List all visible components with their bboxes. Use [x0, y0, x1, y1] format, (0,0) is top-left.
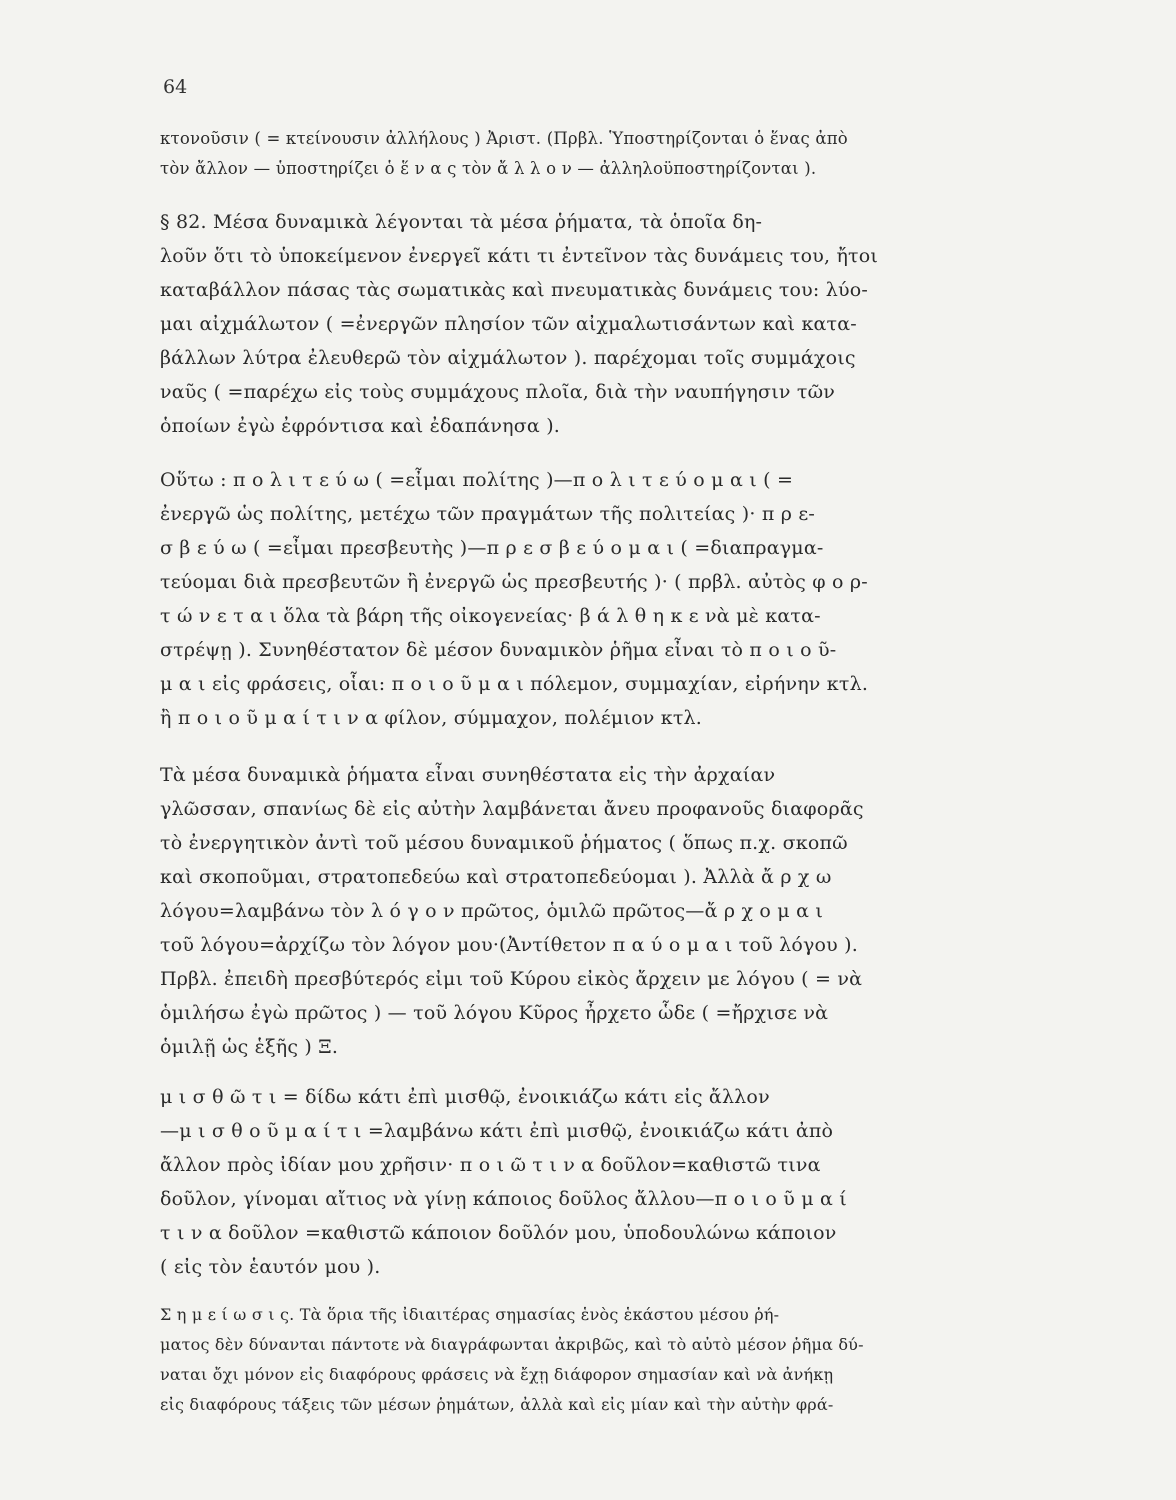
text-line: τ ώ ν ε τ α ι ὅλα τὰ βάρη τῆς οἰκογενείας· β ά λ θ η κ ε νὰ μὲ κατα- — [160, 605, 821, 627]
text-line: τ ι ν α δοῦλον =καθιστῶ κάποιον δοῦλόν μου, ὑποδουλώνω κάποιον — [160, 1222, 837, 1244]
page-number: 64 — [163, 76, 188, 98]
text-line: κτονοῦσιν ( = κτείνουσιν ἀλλήλους ) Ἀριστ. (Πρβλ. Ὑποστηρίζονται ὁ ἕνας ἀπὸ — [160, 129, 848, 148]
paragraph-misthos — [160, 1080, 1020, 1284]
text-line: ματος δὲν δύνανται πάντοτε νὰ διαγράφωνται ἀκριβῶς, καὶ τὸ αὐτὸ μέσον ῥῆμα δύ- — [160, 1335, 864, 1354]
text-line: γλῶσσαν, σπανίως δὲ εἰς αὐτὴν λαμβάνεται ἄνευ προφανοῦς διαφορᾶς — [160, 798, 864, 820]
text-line: εἰς διαφόρους τάξεις τῶν μέσων ῥημάτων, ἀλλὰ καὶ εἰς μίαν καὶ τὴν αὐτὴν φρά- — [160, 1395, 834, 1414]
paragraph-note — [160, 1300, 1020, 1420]
text-line: Πρβλ. ἐπειδὴ πρεσβύτερός εἰμι τοῦ Κύρου εἰκὸς ἄρχειν με λόγου ( = νὰ — [160, 968, 863, 990]
text-line: λόγου=λαμβάνω τὸν λ ό γ ο ν πρῶτος, ὁμιλῶ πρῶτος—ἄ ρ χ ο μ α ι — [160, 900, 824, 922]
text-line: ναῦς ( =παρέχω εἰς τοὺς συμμάχους πλοῖα, διὰ τὴν ναυπήγησιν τῶν — [160, 381, 836, 403]
text-line: ἄλλον πρὸς ἰδίαν μου χρῆσιν· π ο ι ῶ τ ι ν α δοῦλον=καθιστῶ τινα — [160, 1154, 821, 1176]
text-line: Τὰ μέσα δυναμικὰ ῥήματα εἶναι συνηθέστατα εἰς τὴν ἀρχαίαν — [160, 764, 776, 786]
text-line: § 82. Μέσα δυναμικὰ λέγονται τὰ μέσα ῥήματα, τὰ ὁποῖα δη- — [160, 211, 763, 233]
text-line: μαι αἰχμάλωτον ( =ἐνεργῶν πλησίον τῶν αἰχμαλωτισάντων καὶ κατα- — [160, 313, 857, 335]
text-line: ὁμιλήσω ἐγὼ πρῶτος ) — τοῦ λόγου Κῦρος ἦρχετο ὧδε ( =ἤρχισε νὰ — [160, 1002, 829, 1024]
text-line: στρέψῃ ). Συνηθέστατον δὲ μέσον δυναμικὸν ῥῆμα εἶναι τὸ π ο ι ο ῦ- — [160, 639, 837, 661]
paragraph-ancient-usage — [160, 758, 1020, 1064]
paragraph-section-82 — [160, 205, 1020, 443]
text-line: καὶ σκοποῦμαι, στρατοπεδεύω καὶ στρατοπεδεύομαι ). Ἀλλὰ ἄ ρ χ ω — [160, 866, 832, 888]
paragraph-examples — [160, 463, 1020, 735]
text-line: τὸν ἄλλον — ὑποστηρίζει ὁ ἕ ν α ς τὸν ἄ λ λ ο ν — ἀλληλοϋποστηρίζονται ). — [160, 159, 817, 178]
text-line: ἐνεργῶ ὡς πολίτης, μετέχω τῶν πραγμάτων τῆς πολιτείας )· π ρ ε- — [160, 503, 816, 525]
text-line: τοῦ λόγου=ἀρχίζω τὸν λόγον μου·(Ἀντίθετον π α ύ ο μ α ι τοῦ λόγου ). — [160, 934, 858, 956]
text-line: —μ ι σ θ ο ῦ μ α ί τ ι =λαμβάνω κάτι ἐπὶ μισθῷ, ἐνοικιάζω κάτι ἀπὸ — [160, 1120, 834, 1142]
text-line: τὸ ἐνεργητικὸν ἀντὶ τοῦ μέσου δυναμικοῦ ῥήματος ( ὅπως π.χ. σκοπῶ — [160, 832, 848, 854]
text-line: μ α ι εἰς φράσεις, οἷαι: π ο ι ο ῦ μ α ι πόλεμον, συμμαχίαν, εἰρήνην κτλ. — [160, 673, 869, 695]
text-line: ( εἰς τὸν ἑαυτόν μου ). — [160, 1256, 381, 1278]
text-line: βάλλων λύτρα ἐλευθερῶ τὸν αἰχμάλωτον ). παρέχομαι τοῖς συμμάχοις — [160, 347, 856, 369]
text-line: μ ι σ θ ῶ τ ι = δίδω κάτι ἐπὶ μισθῷ, ἐνοικιάζω κάτι εἰς ἄλλον — [160, 1086, 770, 1108]
text-line: Σ η μ ε ί ω σ ι ς. Τὰ ὅρια τῆς ἰδιαιτέρας σημασίας ἑνὸς ἑκάστου μέσου ῥή- — [160, 1305, 780, 1324]
text-line: λοῦν ὅτι τὸ ὑποκείμενον ἐνεργεῖ κάτι τι ἐντεῖνον τὰς δυνάμεις του, ἤτοι — [160, 245, 879, 267]
text-line: τεύομαι διὰ πρεσβευτῶν ἢ ἐνεργῶ ὡς πρεσβευτής )· ( πρβλ. αὐτὸς φ ο ρ- — [160, 571, 868, 593]
text-line: Οὕτω : π ο λ ι τ ε ύ ω ( =εἶμαι πολίτης )—π ο λ ι τ ε ύ ο μ α ι ( = — [160, 469, 794, 491]
text-line: ναται ὄχι μόνον εἰς διαφόρους φράσεις νὰ ἔχῃ διάφορον σημασίαν καὶ νὰ ἀνήκῃ — [160, 1365, 834, 1384]
text-line: σ β ε ύ ω ( =εἶμαι πρεσβευτὴς )—π ρ ε σ β ε ύ ο μ α ι ( =διαπραγμα- — [160, 537, 824, 559]
text-line: δοῦλον, γίνομαι αἴτιος νὰ γίνῃ κάποιος δοῦλος ἄλλου—π ο ι ο ῦ μ α ί — [160, 1188, 847, 1210]
text-line: ἢ π ο ι ο ῦ μ α ί τ ι ν α φίλον, σύμμαχον, πολέμιον κτλ. — [160, 707, 703, 729]
paragraph-intro — [160, 124, 1020, 184]
text-line: ὁποίων ἐγὼ ἐφρόντισα καὶ ἐδαπάνησα ). — [160, 415, 561, 437]
text-line: καταβάλλον πάσας τὰς σωματικὰς καὶ πνευματικὰς δυνάμεις του: λύο- — [160, 279, 869, 301]
text-line: ὁμιλῇ ὡς ἑξῆς ) Ξ. — [160, 1036, 339, 1058]
